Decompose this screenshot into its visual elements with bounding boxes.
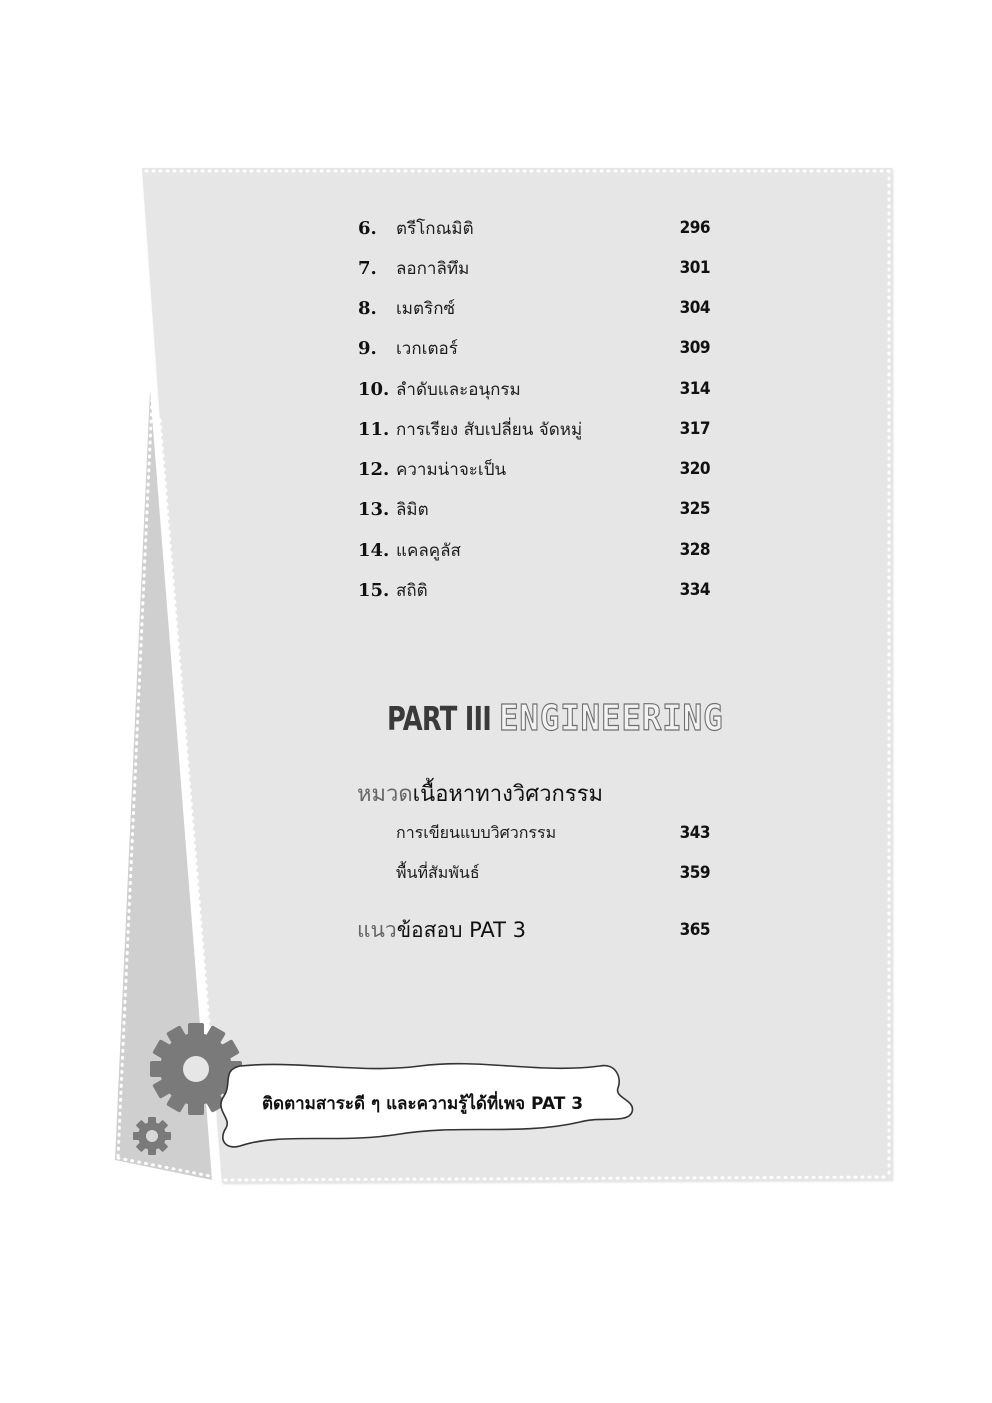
toc-page-number: 296 bbox=[679, 218, 710, 238]
toc-page-number: 328 bbox=[679, 540, 710, 560]
toc-page-number: 301 bbox=[679, 258, 710, 278]
toc-page-number: 317 bbox=[679, 419, 710, 439]
part-title: ENGINEERING bbox=[499, 698, 724, 739]
toc-number: 14. bbox=[358, 539, 390, 561]
toc-row[interactable] bbox=[358, 213, 710, 243]
toc-row[interactable] bbox=[358, 333, 710, 363]
toc-number: 13. bbox=[358, 498, 390, 520]
toc-row[interactable] bbox=[358, 494, 710, 524]
toc-title: แคลคูลัส bbox=[396, 540, 461, 561]
toc-row[interactable] bbox=[396, 818, 710, 848]
toc-page-number: 334 bbox=[679, 580, 710, 600]
section-heading bbox=[357, 776, 603, 811]
toc-page-number: 309 bbox=[679, 338, 710, 358]
toc-page-number: 343 bbox=[679, 823, 710, 843]
toc-title: ลิมิต bbox=[396, 499, 429, 520]
toc-page-number: 320 bbox=[679, 459, 710, 479]
toc-number: 12. bbox=[358, 458, 390, 480]
toc-number: 15. bbox=[358, 579, 390, 601]
toc-row[interactable] bbox=[358, 575, 710, 605]
toc-title: ลำดับและอนุกรม bbox=[396, 379, 521, 400]
toc-row[interactable] bbox=[358, 414, 710, 444]
toc-title: ตรีโกณมิติ bbox=[396, 218, 474, 239]
toc-title: พื้นที่สัมพันธ์ bbox=[396, 862, 480, 882]
toc-number: 9. bbox=[358, 337, 377, 359]
toc-number: 8. bbox=[358, 297, 377, 319]
toc-number: 7. bbox=[358, 257, 377, 279]
toc-page-number: 359 bbox=[679, 863, 710, 883]
exam-toc-row[interactable] bbox=[357, 914, 710, 946]
section-heading-prefix: หมวด bbox=[357, 782, 413, 807]
toc-row[interactable] bbox=[396, 858, 710, 888]
toc-title: ความน่าจะเป็น bbox=[396, 459, 507, 480]
toc-page-number: 314 bbox=[679, 379, 710, 399]
toc-title: การเขียนแบบวิศวกรรม bbox=[396, 822, 557, 842]
part-heading bbox=[387, 698, 748, 739]
toc-title: การเรียง สับเปลี่ยน จัดหมู่ bbox=[396, 419, 583, 440]
toc-title: เมตริกซ์ bbox=[396, 298, 456, 319]
toc-row[interactable] bbox=[358, 454, 710, 484]
exam-heading-prefix: แนว bbox=[357, 917, 397, 942]
toc-page-number: 365 bbox=[679, 920, 710, 940]
small-gear-icon bbox=[133, 1117, 171, 1155]
toc-number: 10. bbox=[358, 378, 390, 400]
toc-number: 11. bbox=[358, 418, 390, 440]
section-heading-title: เนื้อหาทางวิศวกรรม bbox=[412, 782, 604, 807]
toc-row[interactable] bbox=[358, 253, 710, 283]
part-label: PART III bbox=[387, 699, 492, 738]
toc-page-number: 325 bbox=[679, 499, 710, 519]
toc-row[interactable] bbox=[358, 293, 710, 323]
banner-text: ติดตามสาระดี ๆ และความรู้ได้ที่เพจ PAT 3 bbox=[262, 1094, 584, 1114]
toc-title: ลอกาลิทึม bbox=[396, 258, 470, 279]
toc-page-number: 304 bbox=[679, 298, 710, 318]
exam-heading-title: ข้อสอบ PAT 3 bbox=[396, 917, 527, 942]
toc-row[interactable] bbox=[358, 535, 710, 565]
toc-title: สถิติ bbox=[396, 580, 428, 601]
toc-title: เวกเตอร์ bbox=[396, 338, 458, 359]
toc-number: 6. bbox=[358, 217, 377, 239]
toc-row[interactable] bbox=[358, 374, 710, 404]
exam-heading bbox=[357, 914, 680, 947]
